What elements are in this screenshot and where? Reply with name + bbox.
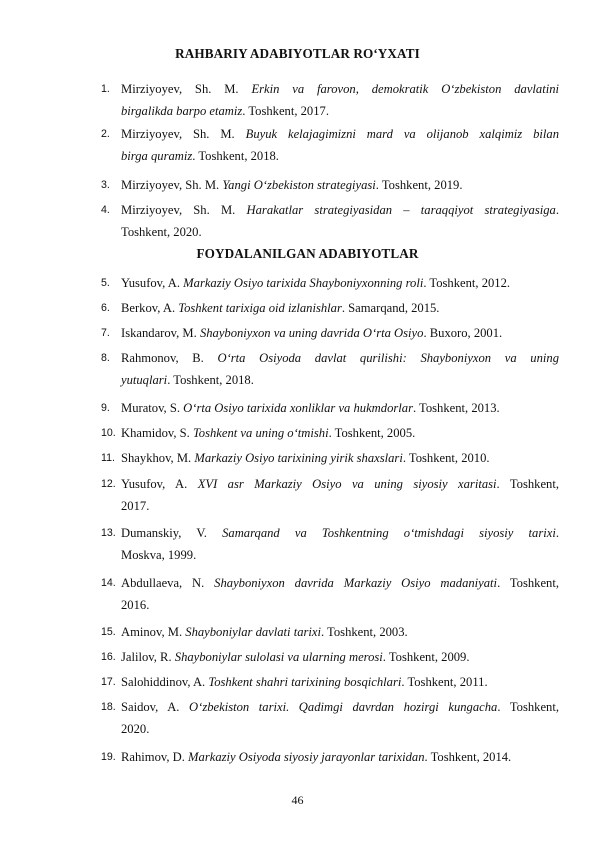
reference-publisher: . Toshkent, 2003. bbox=[320, 625, 408, 639]
reference-text bbox=[121, 646, 559, 668]
reference-number: 1. bbox=[101, 83, 110, 95]
reference-number: 4. bbox=[101, 204, 110, 216]
reference-text bbox=[121, 447, 559, 469]
reference-text bbox=[121, 199, 559, 244]
reference-author: Mirziyoyev, Sh. M. bbox=[121, 127, 246, 141]
reference-number: 11. bbox=[101, 452, 115, 464]
reference-publisher: . Toshkent, bbox=[496, 477, 560, 491]
reference-title: Harakatlar strategiyasidan – taraqqiyot strategiyasiga bbox=[246, 203, 556, 217]
reference-title: Shayboniyxon davrida Markaziy Osiyo madaniyati bbox=[214, 576, 498, 590]
reference-publisher: . Toshkent, 2018. bbox=[192, 149, 279, 164]
reference-title: Samarqand va Toshkentning o‘tmishdagi siyosiy tarixi bbox=[222, 526, 556, 540]
reference-title: Markaziy Osiyoda siyosiy jarayonlar tarixidan bbox=[188, 750, 425, 764]
reference-title: Markaziy Osiyo tarixining yirik shaxslari bbox=[194, 451, 403, 465]
reference-number: 6. bbox=[101, 302, 110, 314]
reference-author: Mirziyoyev, Sh. M. bbox=[121, 203, 247, 217]
reference-text bbox=[121, 78, 559, 123]
reference-text bbox=[121, 621, 559, 643]
reference-title-cont: yutuqlari bbox=[121, 373, 168, 388]
reference-text bbox=[121, 522, 559, 567]
reference-publisher: . Buxoro, 2001. bbox=[423, 326, 503, 340]
reference-title: O‘rta Osiyo tarixida xonliklar va hukmdorlar bbox=[183, 401, 413, 415]
reference-publisher-cont: 2016. bbox=[121, 598, 150, 613]
reference-number: 19. bbox=[101, 751, 116, 763]
reference-title: Toshkent va uning o‘tmishi bbox=[192, 426, 329, 440]
reference-text bbox=[121, 272, 559, 294]
reference-text bbox=[121, 696, 559, 741]
reference-title: XVI asr Markaziy Osiyo va uning siyosiy xaritasi bbox=[197, 477, 497, 491]
reference-number: 12. bbox=[101, 478, 116, 490]
reference-author: Aminov, M. bbox=[121, 625, 186, 639]
reference-author: Saidov, A. bbox=[121, 700, 190, 714]
reference-text bbox=[121, 671, 559, 693]
reference-number: 5. bbox=[101, 277, 110, 289]
reference-title: Erkin va farovon, demokratik O‘zbekiston davlatini bbox=[251, 82, 559, 96]
reference-publisher: . Toshkent, 2009. bbox=[382, 650, 470, 664]
reference-publisher: . Toshkent, 2017. bbox=[242, 104, 329, 119]
reference-title: Shayboniylar davlati tarixi bbox=[185, 625, 321, 639]
reference-author: Muratov, S. bbox=[121, 401, 184, 415]
reference-number: 8. bbox=[101, 352, 110, 364]
reference-number: 15. bbox=[101, 626, 116, 638]
reference-text bbox=[121, 174, 559, 196]
reference-text bbox=[121, 347, 559, 392]
reference-number: 2. bbox=[101, 128, 110, 140]
reference-title: Toshkent tarixiga oid izlanishlar bbox=[178, 301, 342, 315]
reference-publisher: . Toshkent, 2018. bbox=[167, 373, 254, 388]
reference-number: 10. bbox=[101, 427, 116, 439]
reference-publisher-cont: Toshkent, 2020. bbox=[121, 225, 202, 240]
reference-author: Mirziyoyev, Sh. M. bbox=[121, 82, 252, 96]
reference-author: Dumanskiy, V. bbox=[121, 526, 223, 540]
reference-author: Shaykhov, M. bbox=[121, 451, 195, 465]
reference-number: 14. bbox=[101, 577, 116, 589]
reference-publisher: . Toshkent, 2005. bbox=[328, 426, 416, 440]
reference-title-cont: birga quramiz bbox=[121, 149, 193, 164]
reference-title: Toshkent shahri tarixining bosqichlari bbox=[208, 675, 402, 689]
reference-text bbox=[121, 297, 559, 319]
reference-author: Berkov, A. bbox=[121, 301, 179, 315]
reference-number: 18. bbox=[101, 701, 116, 713]
reference-text bbox=[121, 322, 559, 344]
reference-author: Salohiddinov, A. bbox=[121, 675, 209, 689]
reference-number: 13. bbox=[101, 527, 116, 539]
reference-publisher: . Toshkent, 2012. bbox=[423, 276, 511, 290]
reference-number: 16. bbox=[101, 651, 116, 663]
reference-title: O‘zbekiston tarixi. Qadimgi davrdan hozirgi kungacha bbox=[189, 700, 498, 714]
reference-title: Yangi O‘zbekiston strategiyasi bbox=[222, 178, 376, 192]
reference-author: Yusufov, A. bbox=[121, 276, 184, 290]
reference-author: Rahimov, D. bbox=[121, 750, 189, 764]
reference-title-cont: birgalikda barpo etamiz bbox=[121, 104, 243, 119]
reference-publisher-cont: 2020. bbox=[121, 722, 150, 737]
reference-publisher-cont: 2017. bbox=[121, 499, 150, 514]
reference-text bbox=[121, 123, 559, 168]
reference-text bbox=[121, 473, 559, 518]
reference-text bbox=[121, 746, 559, 768]
reference-author: Mirziyoyev, Sh. M. bbox=[121, 178, 223, 192]
reference-number: 9. bbox=[101, 402, 110, 414]
reference-author: Khamidov, S. bbox=[121, 426, 193, 440]
reference-number: 3. bbox=[101, 179, 110, 191]
page-number: 46 bbox=[291, 793, 304, 807]
heading-main-references: RAHBARIY ADABIYOTLAR RO‘YXATI bbox=[175, 46, 420, 61]
reference-publisher: . Toshkent, bbox=[497, 700, 559, 714]
reference-publisher: . Samarqand, 2015. bbox=[341, 301, 440, 315]
reference-publisher: . Toshkent, 2010. bbox=[402, 451, 490, 465]
reference-text bbox=[121, 572, 559, 617]
reference-author: Rahmonov, B. bbox=[121, 351, 218, 365]
reference-title: Shayboniyxon va uning davrida O‘rta Osiyo bbox=[199, 326, 424, 340]
reference-publisher: . bbox=[555, 526, 559, 540]
reference-title: Shayboniylar sulolasi va ularning merosi bbox=[174, 650, 383, 664]
reference-title: Buyuk kelajagimizni mard va olijanob xalqimiz bilan bbox=[245, 127, 559, 141]
reference-publisher: . bbox=[555, 203, 560, 217]
heading-used-references: FOYDALANILGAN ADABIYOTLAR bbox=[196, 246, 419, 261]
reference-publisher: . Toshkent, 2014. bbox=[424, 750, 512, 764]
reference-publisher: . Toshkent, bbox=[497, 576, 559, 590]
reference-publisher: . Toshkent, 2011. bbox=[401, 675, 488, 689]
reference-text bbox=[121, 397, 559, 419]
reference-author: Iskandarov, M. bbox=[121, 326, 200, 340]
reference-text bbox=[121, 422, 559, 444]
reference-number: 7. bbox=[101, 327, 110, 339]
reference-number: 17. bbox=[101, 676, 116, 688]
reference-author: Yusufov, A. bbox=[121, 477, 198, 491]
reference-author: Abdullaeva, N. bbox=[121, 576, 215, 590]
reference-publisher-cont: Moskva, 1999. bbox=[121, 548, 197, 563]
reference-title: Markaziy Osiyo tarixida Shayboniyxonning roli bbox=[183, 276, 424, 290]
reference-title: O‘rta Osiyoda davlat qurilishi: Shayboniyxon va uning bbox=[217, 351, 559, 365]
reference-author: Jalilov, R. bbox=[121, 650, 175, 664]
reference-publisher: . Toshkent, 2013. bbox=[412, 401, 500, 415]
reference-publisher: . Toshkent, 2019. bbox=[375, 178, 463, 192]
